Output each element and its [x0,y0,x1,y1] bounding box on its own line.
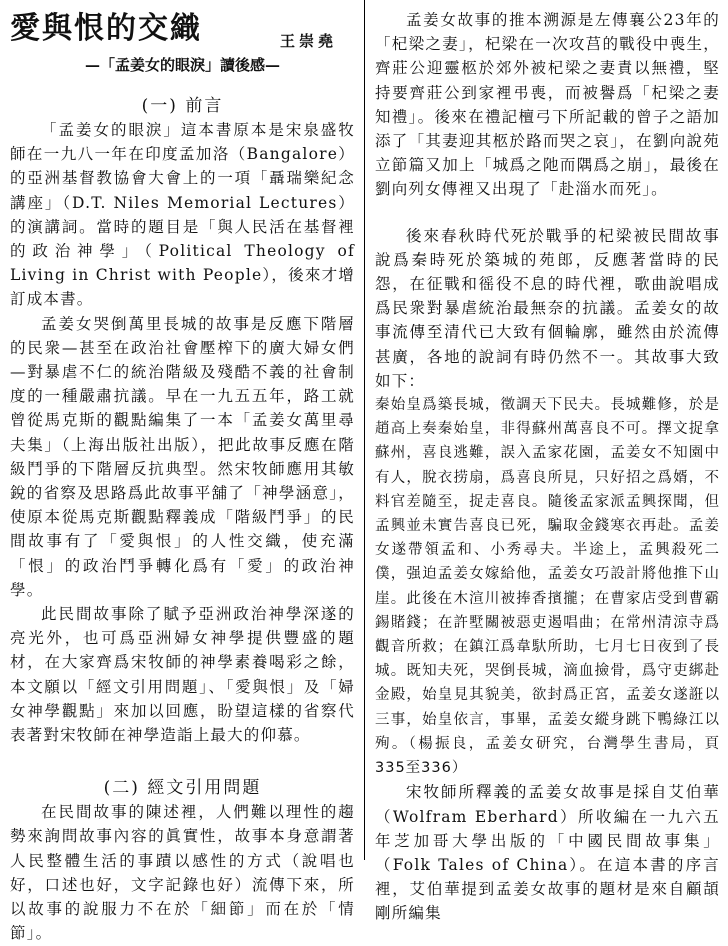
left-column [10,0,355,946]
paragraph: 在民間故事的陳述裡，人們難以理性的趨勢來詢問故事內容的眞實性，故事本身意謂著人民整體生活的事蹟以感性的方式（說唱也好，口述也好，文字記錄也好）流傳下來，所以故事的說服力不在於「細節」而在於「情節」。 [10,803,355,943]
section-heading-intro: (一) 前言 [141,96,224,116]
article-subtitle: —「孟姜女的眼淚」讀後感— [84,56,280,74]
article-author: 王崇堯 [279,32,337,50]
paragraph: 孟姜女哭倒萬里長城的故事是反應下階層的民衆—甚至在政治社會壓榨下的廣大婦女們—對暴虐不仁的統治階級及殘酷不義的社會制度的一種嚴肅抗議。早在一九五五年，路工就曾從馬克斯的觀點編集了一本「孟姜女萬里尋夫集」（上海出版社出版），把此故事反應在階級鬥爭的下階層反抗典型。然宋牧師應用其敏銳的省察及思路爲此故事平舖了「神學涵意」，使原本從馬克斯觀點釋義成「階級鬥爭」的民間故事有了「愛與恨」的人性交織，使充滿「恨」的政治鬥爭轉化爲有「愛」的政治神學。 [10,314,355,599]
paragraph: 後來春秋時代死於戰爭的杞梁被民間故事說爲秦時死於築城的苑郎，反應著當時的民怨，在征戰和徭役不息的時代裡，歌曲說唱成爲民衆對暴虐統治最無奈的抗議。孟姜女的故事流傳至清代已大致有個輪廓，雖然由於流傳甚廣，各地的說詞有時仍然不一。其故事大致如下： [375,226,720,390]
paragraph: 孟姜女故事的推本溯源是左傳襄公23年的「杞梁之妻」，杞梁在一次攻莒的戰役中喪生，齊莊公迎靈柩於郊外被杞梁之妻責以無禮，堅持要齊莊公到家裡弔喪，而被譽爲「杞梁之妻知禮」。後來在禮記檀弓下所記載的曾子之語加添了「其妻迎其柩於路而哭之哀」，在劉向說苑立節篇又加上「城爲之阤而隅爲之崩」，最後在劉向列女傳裡又出現了「赴淄水而死」。 [375,11,720,199]
story-quote: 秦始皇爲築長城，徵調天下民夫。長城難修，於是趙高上奏秦始皇，非得蘇州萬喜良不可。擇文捉拿蘇州，喜良逃難，誤入孟家花園，孟姜女不知園中有人，脫衣捞扇，爲喜良所見，只好招之爲婿，不料官差隨至，捉走喜良。隨後孟家派孟興探聞，但孟興並未實告喜良已死，騙取金錢寒衣再赴。孟姜女遂帶領孟和、小秀尋夫。半途上，孟興殺死二僕，强迫孟姜女嫁給他，孟姜女巧設計將他推下山崖。此後在木渲川被捧香擯攏；在曹家店受到曹霸錫賭錢；在許墅關被惡吏遏唱曲；在常州清涼寺爲觀音所救；在鎮江爲韋馱所助，七月七日夜到了長城。既知夫死，哭倒長城，滴血撿骨，爲守吏綁赴金殿，始皇見其貌美，欲封爲正宮，孟姜女遂誑以三事，始皇依言，事畢，孟姜女縱身跳下鴨綠江以殉。（楊振良，孟姜女研究，台灣學生書局，頁335至336） [375,397,720,777]
section-heading-scripture: (二) 經文引用問題 [103,778,262,799]
paragraph: 「孟姜女的眼淚」這本書原本是宋泉盛牧師在一九八一年在印度孟加洛（Bangalore）的亞洲基督教協會大會上的一項「聶瑞樂紀念講座」（D.T. Niles Memorial Lectures）的演講詞。當時的題目是「與人民活在基督裡的政治神學」（Political Theology of Living in Christ with People），後來才增訂成本書。 [10,121,355,309]
paragraph: 此民間故事除了賦予亞洲政治神學深遂的亮光外，也可爲亞洲婦女神學提供豐盛的題材，在大家齊爲宋牧師的神學素養喝彩之餘，本文願以「經文引用問題」、「愛與恨」及「婦女神學觀點」來加以回應，盼望這樣的省察代表著對宋牧師在神學造詣上最大的仰慕。 [10,605,355,745]
paragraph: 宋牧師所釋義的孟姜女故事是採自艾伯華（Wolfram Eberhard）所收編在一九六五年芝加哥大學出版的「中國民間故事集」（Folk Tales of China）。在這本書的序言裡，艾伯華提到孟姜女故事的題材是來自顧頡剛所編集 [375,783,720,923]
right-column [375,0,720,926]
article-title: 愛與恨的交織 [10,11,202,46]
title-row [10,8,355,56]
column-divider [364,0,365,860]
